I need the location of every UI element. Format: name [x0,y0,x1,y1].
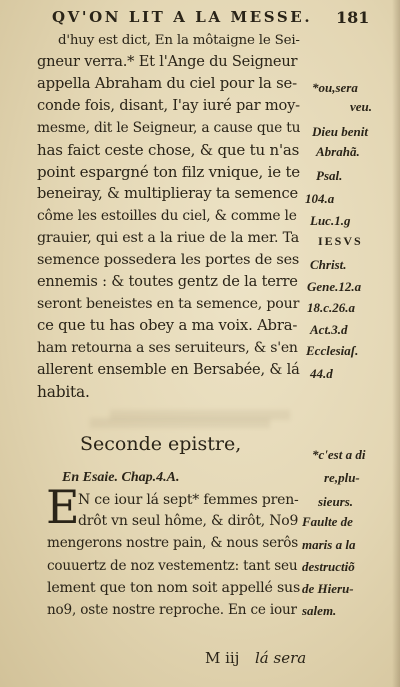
margin-note: veu. [350,99,373,114]
margin-note: 18.c.26.a [307,300,356,315]
section-title: Seconde epistre, [80,433,242,455]
margin-note: de Hieru- [302,581,354,596]
text-line: gneur verra.* Et l'Ange du Seigneur [37,53,298,70]
ink-bleed [110,410,290,420]
text-line: drôt vn seul hôme, & dirôt, No9 [78,513,299,529]
text-line: habita. [37,383,90,401]
margin-note: Ecclesiaſ. [306,343,359,358]
margin-note: Gene.12.a [307,279,362,294]
text-line: mesme, dit le Seigneur, a cause que tu [37,120,301,136]
text-line: point espargné ton filz vnique, ie te [37,163,300,181]
margin-note: sieurs. [318,494,354,509]
text-line: no9, oste nostre reproche. En ce iour [47,602,297,618]
margin-note: Luc.1.g [310,213,351,228]
text-line: conde fois, disant, I'ay iuré par moy- [37,97,300,114]
text-line: semence possedera les portes de ses [37,252,300,268]
margin-note: Act.3.d [310,322,348,337]
text-line: N ce iour lá sept* femmes pren- [78,492,299,508]
page-edge-shadow [392,0,400,687]
text-line: lement que ton nom soit appellé sus [47,580,301,596]
margin-note: Abrahã. [316,144,360,159]
text-line: beneiray, & multiplieray ta semence [37,185,298,202]
margin-note: maris a la [302,537,356,552]
text-line: mengerons nostre pain, & nous serôs [47,535,299,551]
margin-note: *ou,sera [312,80,358,95]
margin-note: *c'est a di [312,447,366,462]
margin-note: 104.a [305,191,335,206]
text-line: ham retourna a ses seruiteurs, & s'en [37,340,298,356]
text-line: ce que tu has obey a ma voix. Abra- [37,317,298,334]
margin-note: salem. [302,603,337,618]
section-source: En Esaie. Chap.4.A. [62,470,180,485]
margin-note: Faulte de [302,514,353,529]
text-line: seront beneistes en ta semence, pour [37,296,300,312]
text-line: couuertz de noz vestementz: tant seu [47,558,298,574]
page-number: 181 [336,8,370,27]
signature-mark: M iij [205,649,240,667]
text-line: allerent ensemble en Bersabée, & lá [37,361,300,378]
catchword: lá sera [255,649,307,667]
margin-note: re,plu- [324,470,360,485]
margin-note: Psal. [316,168,343,183]
text-line: ennemis : & toutes gentz de la terre [37,273,298,290]
text-line: côme les estoilles du ciel, & comme le [37,208,297,224]
margin-note: Christ. [310,257,347,272]
drop-cap: E [46,480,80,534]
margin-note: IESVS [318,234,363,248]
text-line: d'huy est dict, En la môtaigne le Sei- [58,33,300,48]
margin-note: Dieu benit [312,124,368,139]
margin-note: 44.d [310,366,333,381]
running-head: QV'ON LIT A LA MESSE. [52,8,313,26]
text-line: grauier, qui est a la riue de la mer. Ta [37,230,300,246]
text-line: has faict ceste chose, & que tu n'as [37,141,300,159]
text-line: appella Abraham du ciel pour la se- [37,75,297,92]
margin-note: destructiõ [302,559,355,574]
